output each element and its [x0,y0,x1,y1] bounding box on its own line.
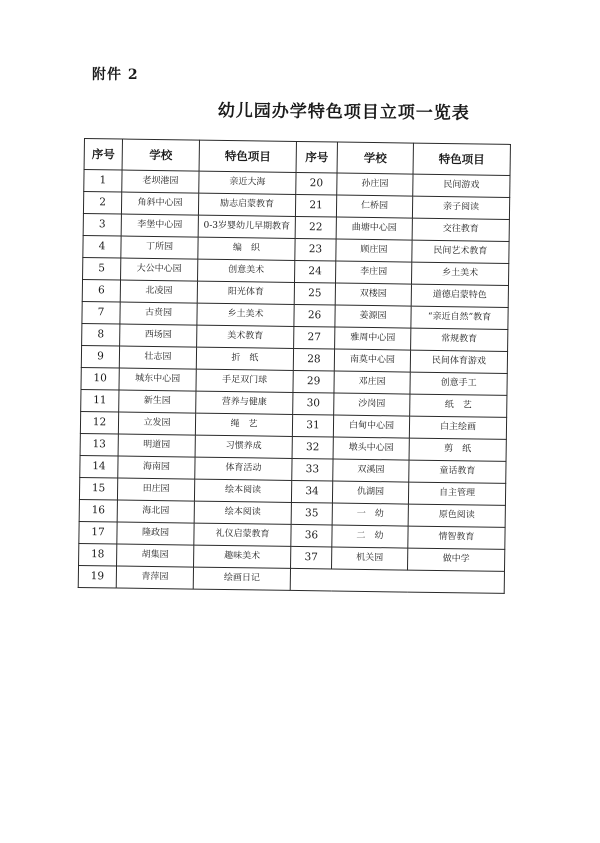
cell-right-feature: 剪 纸 [409,438,506,461]
cell-left-feature: 编 织 [198,237,295,260]
cell-left-school: 田庄园 [117,478,194,501]
cell-left-feature: 美术教育 [197,325,294,348]
cell-right-no: 26 [294,304,335,327]
cell-left-school: 海南园 [118,456,195,479]
cell-right-empty [290,568,504,593]
cell-left-feature: 体育活动 [195,457,292,480]
cell-right-school: 雅周中心园 [335,327,411,350]
cell-left-feature: 习惯养成 [195,435,292,458]
cell-right-no: 22 [295,216,336,239]
cell-left-no: 1 [84,170,122,193]
cell-left-no: 13 [80,433,118,456]
annex-label: 附件 2 [92,67,139,83]
cell-right-no: 33 [292,458,333,481]
header-no-right: 序号 [296,141,337,173]
cell-right-school: 白甸中心园 [333,415,409,438]
header-no: 序号 [84,139,122,171]
feature-project-table-wrapper [78,138,511,594]
cell-left-feature: 绘本阅读 [194,501,291,524]
cell-left-school: 古贲园 [120,302,197,325]
cell-right-feature: 道德启蒙特色 [411,284,508,307]
cell-left-school: 角斜中心园 [121,192,198,215]
cell-right-feature: 民间体育游戏 [410,350,507,373]
cell-left-no: 5 [83,257,121,280]
cell-right-feature: 原色阅读 [408,504,505,527]
cell-right-feature: 白主绘画 [409,416,506,439]
cell-right-no: 30 [293,392,334,415]
cell-left-feature: 0-3岁婴幼儿早期教育 [198,215,295,238]
cell-right-school: 双楼园 [335,283,411,306]
cell-left-no: 3 [83,213,121,236]
cell-left-feature: 礼仪启蒙教育 [194,523,291,546]
cell-right-feature: 纸 艺 [410,394,507,417]
cell-right-no: 21 [295,194,336,217]
cell-right-school: 孙庄园 [337,173,413,196]
cell-right-no: 37 [291,546,332,569]
cell-right-school: 仁桥园 [336,195,412,218]
cell-right-school: 双溪园 [333,459,409,482]
cell-left-school: 新生园 [119,390,196,413]
cell-left-no: 19 [78,565,116,588]
cell-left-feature: 趣味美术 [194,545,291,568]
cell-left-school: 立发园 [118,412,195,435]
cell-left-no: 8 [82,323,120,346]
cell-left-school: 胡集园 [117,544,194,567]
cell-right-feature: 常规教育 [411,328,508,351]
cell-right-no: 29 [293,370,334,393]
cell-right-school: 顾庄园 [336,239,412,262]
cell-right-school: 二 幼 [332,525,408,548]
cell-left-no: 18 [79,543,117,566]
table-row [78,565,504,593]
cell-right-feature: 交往教育 [412,218,509,241]
cell-left-no: 11 [81,389,119,412]
cell-left-school: 大公中心园 [121,258,198,281]
cell-left-school: 海北园 [117,500,194,523]
cell-left-school: 西场园 [120,324,197,347]
cell-left-feature: 折 纸 [196,347,293,370]
cell-left-school: 青萍园 [116,566,193,589]
header-school-right: 学校 [337,142,413,174]
cell-right-no: 31 [292,414,333,437]
cell-left-school: 丁所园 [121,236,198,259]
cell-right-feature: 童话教育 [409,460,506,483]
cell-right-no: 32 [292,436,333,459]
cell-right-school: 墩头中心园 [333,437,409,460]
cell-right-feature: 民间艺术教育 [412,240,509,263]
header-feature: 特色项目 [199,140,296,172]
cell-right-no: 20 [296,172,337,195]
cell-right-school: 曲塘中心园 [336,217,412,240]
cell-left-no: 10 [81,367,119,390]
cell-right-school: 仇湖园 [332,481,408,504]
cell-right-feature: 创意手工 [410,372,507,395]
cell-right-school: 一 幼 [332,503,408,526]
cell-left-no: 6 [82,279,120,302]
cell-left-feature: 励志启蒙教育 [198,193,295,216]
document-title: 幼儿园办学特色项目立项一览表 [217,100,470,124]
cell-right-school: 沙岗园 [334,393,410,416]
cell-right-no: 36 [291,524,332,547]
cell-left-no: 16 [79,499,117,522]
cell-left-school: 隆政园 [117,522,194,545]
cell-left-school: 壮志园 [119,346,196,369]
cell-right-feature: 亲子阅读 [412,196,509,219]
cell-left-feature: 绳 艺 [195,413,292,436]
cell-left-no: 4 [83,235,121,258]
cell-right-school: 李庄园 [335,261,411,284]
cell-left-no: 15 [79,477,117,500]
cell-left-feature: 亲近大海 [199,171,296,194]
cell-right-no: 23 [295,238,336,261]
cell-left-feature: 手足双门球 [196,369,293,392]
cell-right-school: 机关园 [332,547,408,570]
cell-left-school: 北凌园 [120,280,197,303]
cell-right-feature: 民间游戏 [413,174,510,197]
cell-right-no: 35 [291,502,332,525]
cell-left-feature: 创意美术 [198,259,295,282]
cell-left-no: 9 [81,345,119,368]
cell-left-school: 明道园 [118,434,195,457]
cell-right-feature: 乡土美术 [411,262,508,285]
feature-project-table [78,138,511,594]
cell-right-school: 邓庄园 [334,371,410,394]
header-school: 学校 [122,139,199,171]
cell-left-school: 李堡中心园 [121,214,198,237]
table-body [78,170,510,594]
cell-left-school: 老坝港园 [122,170,199,193]
cell-right-feature: 做中学 [407,548,504,571]
cell-left-feature: 乡土美术 [197,303,294,326]
cell-left-feature: 绘本阅读 [194,479,291,502]
cell-left-no: 17 [79,521,117,544]
header-feature-right: 特色项目 [413,143,510,175]
cell-right-feature: “亲近自然”教育 [411,306,508,329]
cell-left-school: 城东中心园 [119,368,196,391]
cell-left-no: 2 [83,192,121,215]
cell-right-no: 28 [293,348,334,371]
cell-left-feature: 营养与健康 [196,391,293,414]
cell-right-no: 24 [295,260,336,283]
cell-right-school: 南莫中心园 [334,349,410,372]
cell-left-no: 14 [80,455,118,478]
cell-right-no: 34 [291,480,332,503]
cell-left-feature: 绘画日记 [193,567,290,590]
cell-right-feature: 情智教育 [408,526,505,549]
cell-left-feature: 阳光体育 [197,281,294,304]
cell-right-no: 27 [294,326,335,349]
cell-left-no: 12 [80,411,118,434]
cell-right-school: 姜源园 [335,305,411,328]
cell-right-no: 25 [294,282,335,305]
cell-left-no: 7 [82,301,120,324]
cell-right-feature: 自主管理 [408,482,505,505]
